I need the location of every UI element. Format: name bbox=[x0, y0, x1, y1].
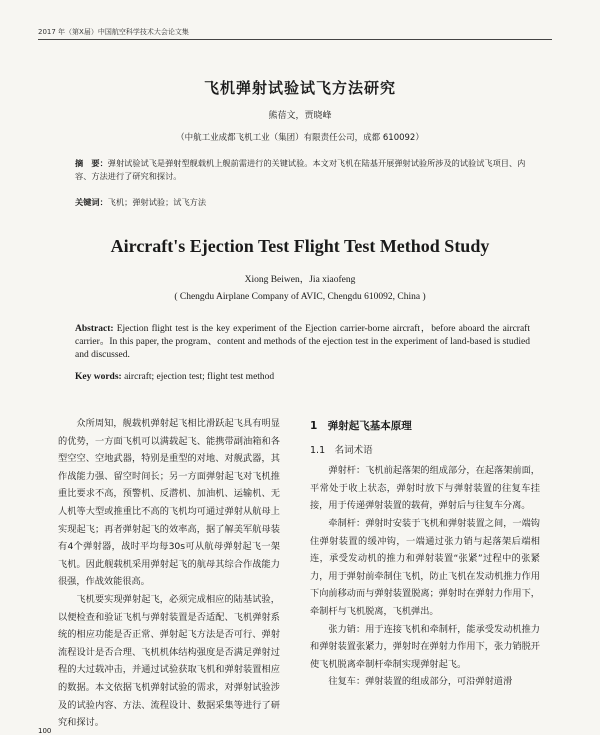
cn-abstract-text: 弹射试验试飞是弹射型舰载机上舰前需进行的关键试验。本文对飞机在陆基开展弹射试验所涉及的试验试飞项目、内容、方法进行了研究和探讨。 bbox=[75, 158, 526, 181]
en-authors: Xiong Beiwen，Jia xiaofeng bbox=[244, 275, 356, 285]
en-keywords bbox=[75, 372, 530, 382]
en-affiliation: ( Chengdu Airplane Company of AVIC, Chengdu 610092, China ) bbox=[174, 292, 426, 302]
body-paragraph: 弹射杆：飞机前起落架的组成部分，在起落架前面，平常处于收上状态，弹射时放下与弹射装置的往复车挂接，用于传递弹射装置的载荷，弹射后与往复车分离。 bbox=[310, 465, 540, 512]
body-paragraph: 张力销：用于连接飞机和牵制杆，能承受发动机推力和弹射装置张紧力，弹射时在弹射力作用下，张力销脱开使飞机脱离牵制杆牵制实现弹射起飞。 bbox=[310, 623, 540, 670]
en-keywords-label: Key words: bbox=[75, 372, 122, 382]
en-abstract bbox=[75, 323, 530, 362]
en-keywords-text: aircraft; ejection test; flight test method bbox=[121, 372, 275, 382]
cn-keywords-label: 关键词： bbox=[75, 197, 108, 207]
cn-authors: 熊蓓文，贾晓峰 bbox=[268, 111, 332, 121]
cn-keywords-text: 飞机；弹射试验；试飞方法 bbox=[107, 197, 207, 207]
body-paragraph: 众所周知，舰载机弹射起飞相比滑跃起飞具有明显的优势，一方面飞机可以满载起飞、能携带副油箱和各型空空、空地武器，特别是重型的对地、对舰武器，其作战能力强、留空时间长；另一方面弹射起飞对飞机推重比要求不高，预警机、反潜机、加油机、运输机、无人机等大型或推重比不高的飞机均可通过弹射从航母上实现起飞；再者弹射起飞的效率高，据了解美军航母装有4个弹射器，战时平均每30s可从航母弹射起飞一架飞机。因此舰载机采用弹射起飞的航母其综合作战能力很强，作战效能很高。 bbox=[58, 418, 280, 588]
body-paragraph: 往复车：弹射装置的组成部分，可沿弹射道滑 bbox=[328, 676, 513, 688]
body-paragraph: 牵制杆：弹射时安装于飞机和弹射装置之间，一端钩住弹射装置的缓冲钩，一端通过张力销与起落架后端相连，承受发动机的推力和弹射装置“张紧”过程中的张紧力，用于弹射前牵制住飞机，防止飞机在发动机推力作用下向前移动而与弹射装置脱离；弹射时在弹射力作用下，牵制杆与飞机脱离，飞机弹出。 bbox=[310, 517, 540, 617]
running-head: 2017 年（第X届）中国航空科学技术大会论文集 bbox=[38, 28, 189, 36]
cn-keywords bbox=[75, 197, 530, 208]
en-abstract-text: Ejection flight test is the key experiment of the Ejection carrier-borne aircraft，before aboard the aircraft carrier。In this paper, the program、content and methods of the ejection test in the experiment of land-based is studied and discussed. bbox=[75, 324, 530, 360]
en-abstract-label: Abstract: bbox=[75, 324, 114, 334]
cn-abstract bbox=[75, 157, 530, 183]
page-number: 100 bbox=[38, 727, 52, 735]
body-paragraph: 飞机要实现弹射起飞，必须完成相应的陆基试验，以便检查和验证飞机与弹射装置是否适配、飞机弹射系统的相应功能是否正常、弹射起飞方法是否可行、弹射流程设计是否合理、飞机机体结构强度是否满足弹射过程的大过载冲击，并通过试验获取飞机和弹射装置相应的数据。本文依据飞机弹射试验的需求，对弹射试验涉及的试验内容、方法、流程设计、数据采集等进行了研究和探讨。 bbox=[58, 593, 280, 729]
cn-abstract-label: 摘 要： bbox=[75, 158, 108, 168]
en-title: Aircraft's Ejection Test Flight Test Method Study bbox=[110, 236, 490, 256]
section-heading: 1 弹射起飞基本原理 bbox=[310, 420, 412, 432]
right-column bbox=[310, 418, 540, 691]
subsection-heading: 1.1 名词术语 bbox=[310, 444, 373, 456]
header-rule bbox=[38, 39, 552, 40]
cn-affiliation: （中航工业成都飞机工业（集团）有限责任公司，成都 610092） bbox=[176, 133, 424, 143]
cn-title: 飞机弹射试验试飞方法研究 bbox=[203, 79, 396, 97]
left-column bbox=[58, 415, 280, 732]
